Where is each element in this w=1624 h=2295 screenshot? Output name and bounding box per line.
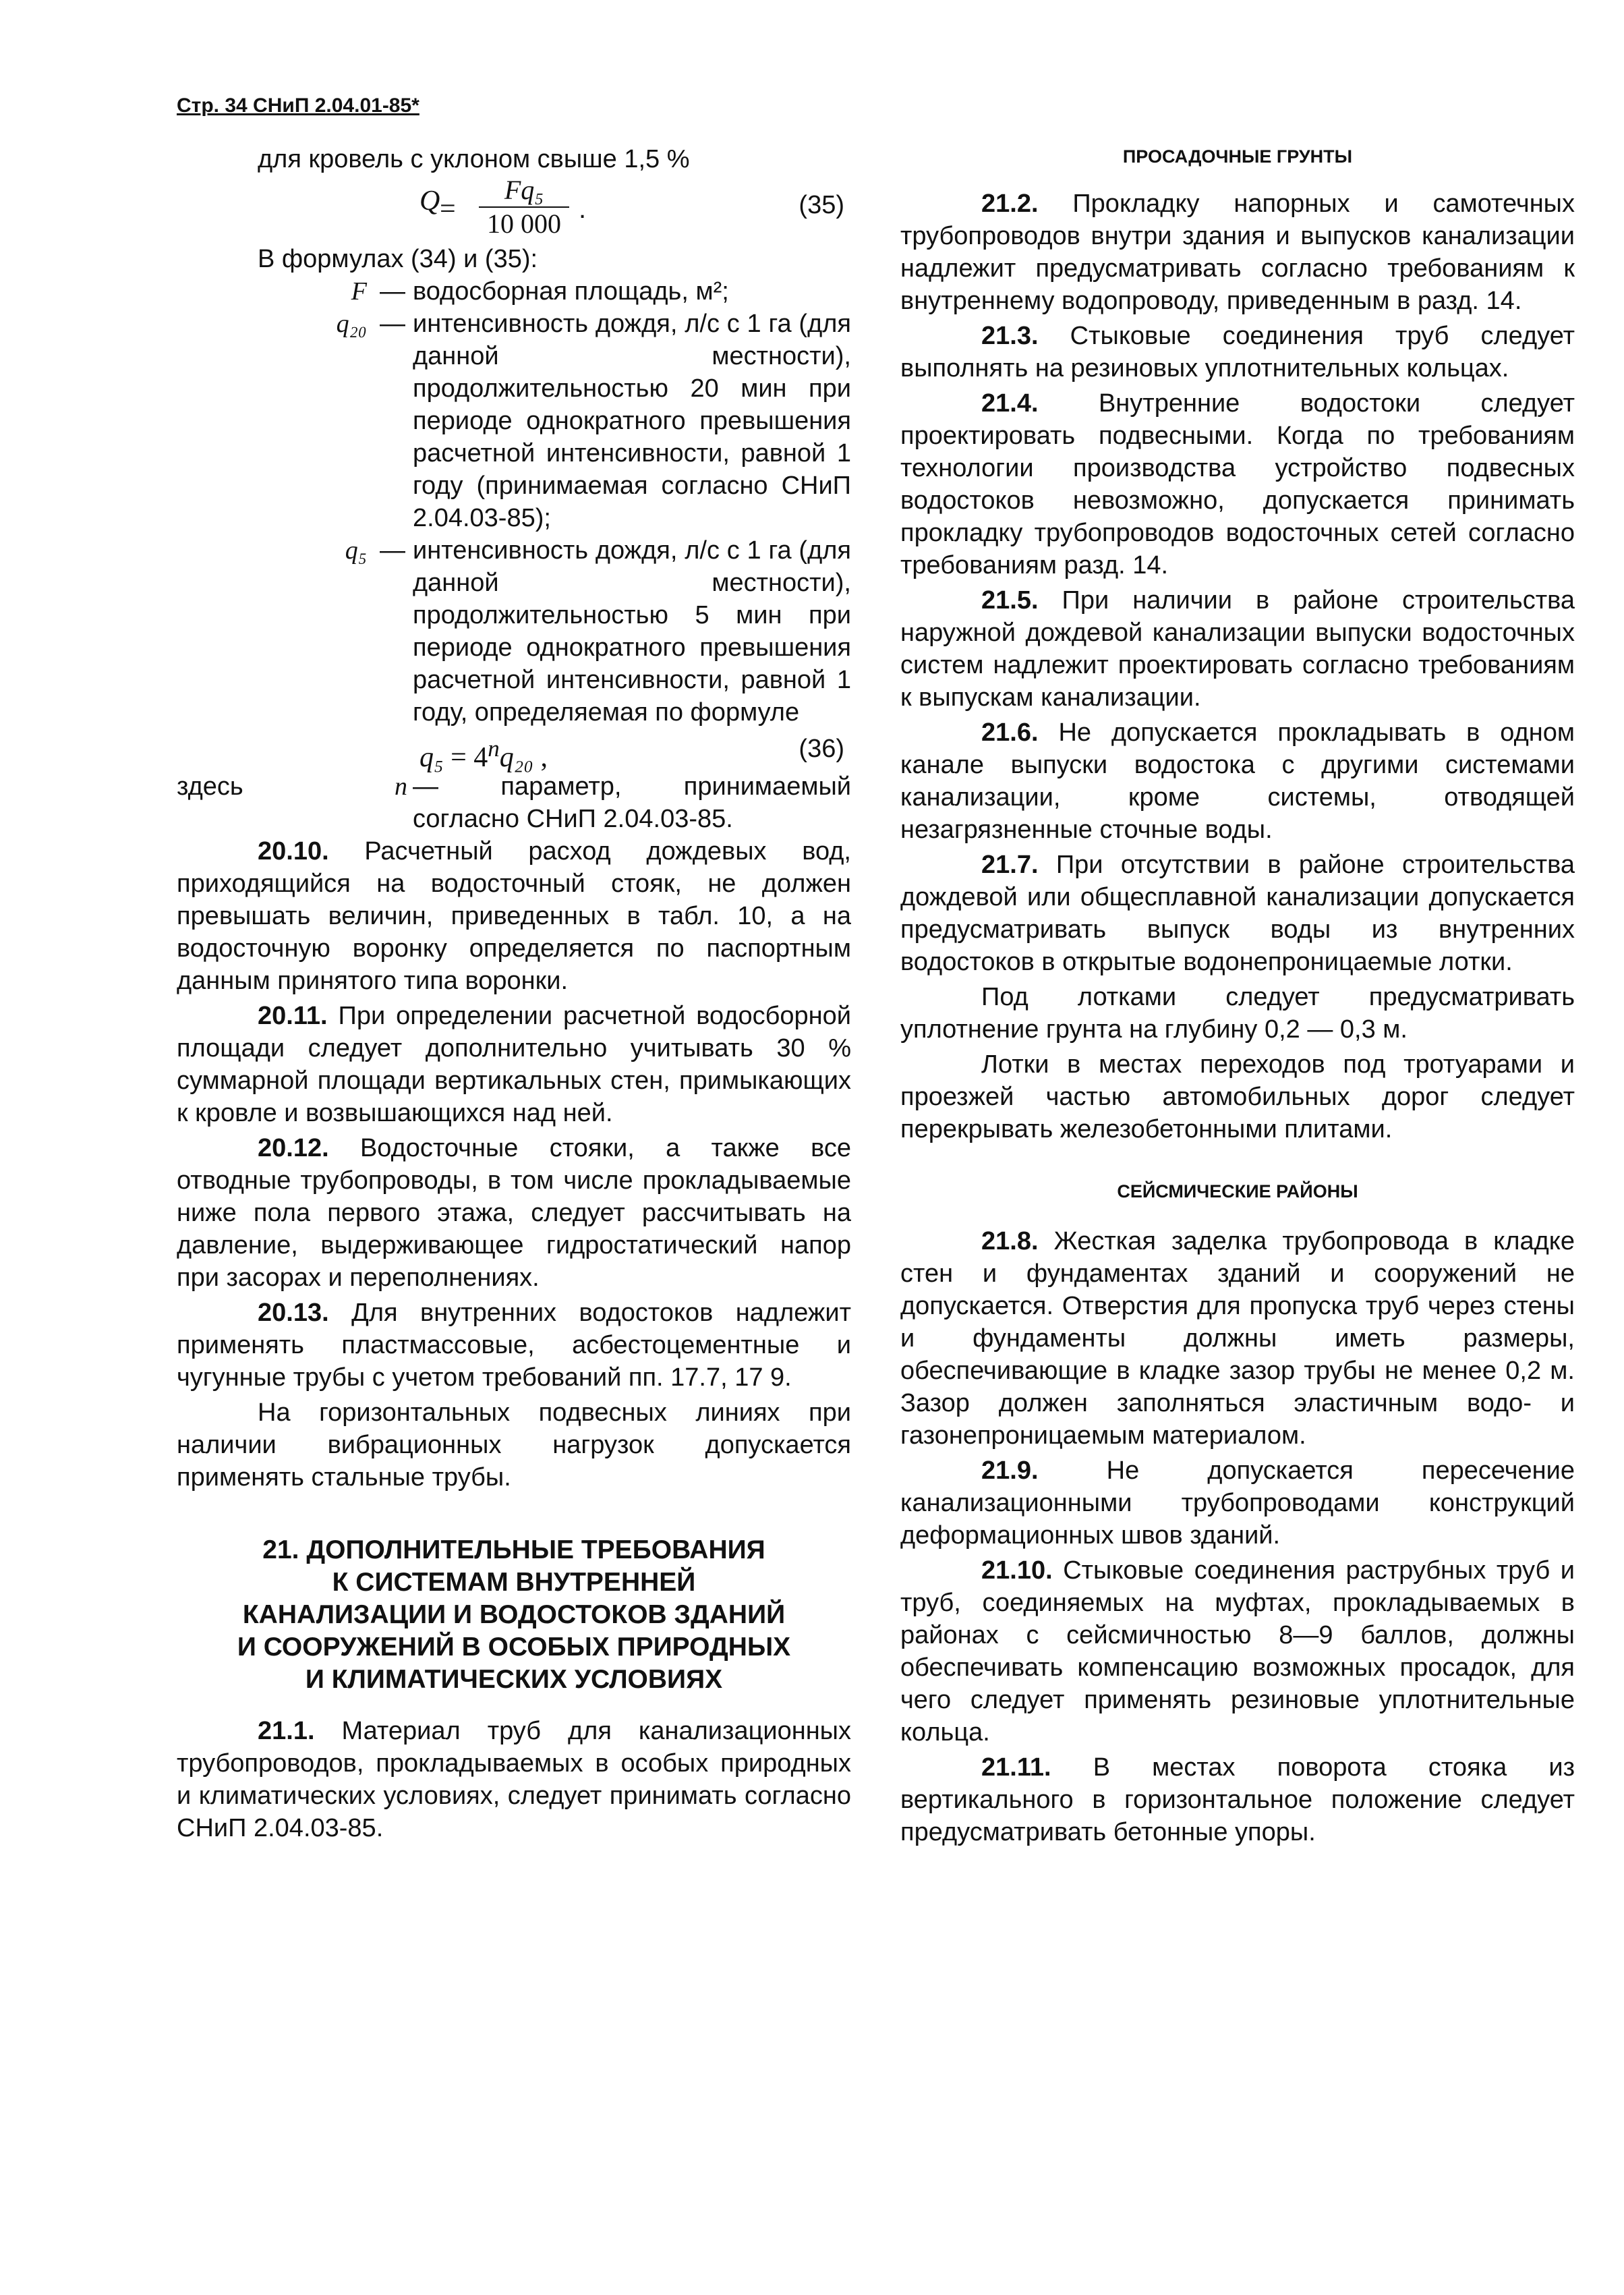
formula-36-tail: , (533, 742, 548, 773)
paragraph-21-2 (900, 188, 1575, 317)
def-symbol: q₂₀ (336, 310, 367, 338)
clause-text: При наличии в районе строительства наружной дождевой канализации выпуски водосточных систем надлежит проектировать согласно требованиям к выпускам канализации. (900, 586, 1575, 712)
section-title-line: И КЛИМАТИЧЕСКИХ УСЛОВИЯХ (305, 1665, 723, 1694)
paragraph-20-11 (177, 1000, 851, 1129)
clause-text: В местах поворота стояка из вертикального в горизонтальное положение следует предусматривать бетонные упоры. (900, 1753, 1575, 1846)
def-symbol-n: n (395, 772, 407, 801)
clause-text: Стыковые соединения труб следует выполнять на резиновых уплотнительных кольцах. (900, 322, 1575, 382)
formula-35 (177, 175, 851, 243)
paragraph-21-1 (177, 1715, 851, 1844)
paragraph-21-5 (900, 584, 1575, 714)
clause-text: Материал труб для канализационных трубопроводов, прокладываемых в особых природных и климатических условиях, следует принимать согласно СНиП 2.04.03-85. (177, 1717, 851, 1842)
paragraph-20-12 (177, 1132, 851, 1294)
paragraph-20-10 (177, 835, 851, 997)
def-text: интенсивность дождя, л/с с 1 га (для данной местности), продолжительностью 20 мин при периоде однократного превышения расчетной интенсивности, равной 1 году (принимаемая согласно СНиП 2.04.03-85); (413, 310, 851, 532)
clause-number: 21.2. (981, 190, 1039, 218)
clause-text: Для внутренних водостоков надлежит применять пластмассовые, асбестоцементные и чугунные трубы с учетом требований пп. 17.7, 17 9. (177, 1299, 851, 1392)
paragraph-21-3 (900, 320, 1575, 385)
paragraph-20-13 (177, 1297, 851, 1394)
page-header: Стр. 34 СНиП 2.04.01-85* (177, 94, 419, 117)
clause-number: 21.4. (981, 389, 1039, 418)
def-dash: — (380, 310, 405, 338)
definition-F (177, 275, 851, 308)
clause-text: На горизонтальных подвесных линиях при наличии вибрационных нагрузок допускается применять стальные трубы. (177, 1398, 851, 1492)
formula-36-expression (419, 733, 548, 774)
formula-35-number: (35) (799, 191, 844, 219)
section-21-title (177, 1534, 851, 1696)
clause-number: 21.10. (981, 1556, 1053, 1585)
subheading-subsiding-soils: ПРОСАДОЧНЫЕ ГРУНТЫ (1122, 146, 1353, 167)
clause-number: 20.12. (258, 1134, 329, 1162)
definition-n (177, 770, 851, 835)
clause-text: Водосточные стояки, а также все отводные трубопроводы, в том числе прокладываемые ниже пола первого этажа, следует рассчитывать на давление, выдерживающее гидростатический напор при засорах и переполнениях. (177, 1134, 851, 1292)
paragraph-trays-cover (900, 1048, 1575, 1145)
formula-36-q20: q₂₀ (499, 742, 533, 773)
def-text: интенсивность дождя, л/с с 1 га (для данной местности), продолжительностью 5 мин при периоде однократного превышения расчетной интенсивности, равной 1 году, определяемая по формуле (413, 536, 851, 727)
def-dash: — (413, 772, 438, 801)
subheading-seismic-areas: СЕЙСМИЧЕСКИЕ РАЙОНЫ (1117, 1181, 1358, 1201)
formula-36-number: (36) (799, 735, 844, 763)
paragraph-21-8 (900, 1225, 1575, 1452)
paragraph-21-10 (900, 1554, 1575, 1749)
clause-number: 21.6. (981, 718, 1039, 747)
paragraph-21-6 (900, 716, 1575, 846)
def-dash: — (380, 277, 405, 306)
formula-36 (177, 729, 851, 773)
here-label: здесь (177, 772, 243, 801)
clause-number: 21.3. (981, 322, 1039, 350)
clause-text: Расчетный расход дождевых вод, приходящийся на водосточный стояк, не должен превышать величин, приведенных в табл. 10, а на водосточную воронку определяется по паспортным данным принятого типа воронки. (177, 837, 851, 995)
clause-number: 20.13. (258, 1299, 329, 1327)
clause-number: 21.11. (981, 1753, 1051, 1782)
paragraph-soil-compaction (900, 981, 1575, 1046)
formulas-intro: В формулах (34) и (35): (258, 245, 538, 273)
clause-number: 21.7. (981, 851, 1039, 879)
paragraph-21-9 (900, 1454, 1575, 1552)
clause-number: 20.11. (258, 1002, 328, 1030)
clause-text: При отсутствии в районе строительства дождевой или общесплавной канализации допускается предусматривать выпуск воды из внутренних водостоков в открытые водонепроницаемые лотки. (900, 851, 1575, 976)
formula-35-denominator: 10 000 (487, 208, 561, 239)
def-symbol: F (351, 277, 367, 306)
def-dash: — (380, 536, 405, 565)
paragraph-21-7 (900, 849, 1575, 978)
formula-36-exponent: n (488, 735, 500, 762)
formula-36-q5: q₅ (419, 742, 444, 773)
paragraph-21-4 (900, 387, 1575, 582)
def-text: водосборная площадь, м²; (413, 277, 729, 306)
right-column (900, 143, 1575, 1851)
intro-text: для кровель с уклоном свыше 1,5 % (258, 145, 690, 173)
def-text-n: параметр, принимаемый согласно СНиП 2.04.03-85. (413, 772, 851, 833)
definition-q5 (177, 534, 851, 729)
section-title-line: К СИСТЕМАМ ВНУТРЕННЕЙ (332, 1568, 696, 1597)
section-title-line: И СООРУЖЕНИЙ В ОСОБЫХ ПРИРОДНЫХ (237, 1633, 791, 1662)
formula-36-eq: = 4 (443, 742, 488, 773)
def-symbol: q₅ (345, 536, 367, 565)
formula-35-eq: = (440, 194, 456, 225)
definition-q20 (177, 308, 851, 534)
fraction-bar (479, 206, 569, 208)
clause-number: 20.10. (258, 837, 329, 866)
clause-text: При определении расчетной водосборной площади следует дополнительно учитывать 30 % суммарной площади вертикальных стен, примыкающих к кровле и возвышающихся над ней. (177, 1002, 851, 1127)
clause-number: 21.1. (258, 1717, 315, 1745)
formula-35-fraction (473, 175, 575, 239)
clause-number: 21.9. (981, 1456, 1039, 1485)
section-title-line: КАНАЛИЗАЦИИ И ВОДОСТОКОВ ЗДАНИЙ (242, 1600, 786, 1629)
clause-text: Не допускается пересечение канализационными трубопроводами конструкций деформационных швов зданий. (900, 1456, 1575, 1550)
formula-35-tail: . (579, 194, 587, 224)
clause-text: Не допускается прокладывать в одном канале выпуски водостока с другими системами канализации, кроме системы, отводящей незагрязненные сточные воды. (900, 718, 1575, 844)
clause-number: 21.5. (981, 586, 1039, 615)
clause-text: Прокладку напорных и самотечных трубопроводов внутри здания и выпусков канализации надлежит предусматривать согласно требованиям к внутреннему водопроводу, приведенным в разд. 14. (900, 190, 1575, 315)
def-text (413, 770, 851, 835)
clause-text: Стыковые соединения раструбных труб и труб, соединяемых на муфтах, прокладываемых в районах с сейсмичностью 8—9 баллов, должны обеспечивать компенсацию возможных просадок, для чего следует применять резиновые уплотнительные кольца. (900, 1556, 1575, 1747)
clause-text: Внутренние водостоки следует проектировать подвесными. Когда по требованиям технологии производства устройство подвесных водостоков невозможно, допускается принимать прокладку трубопроводов водосточных сетей согласно требованиям разд. 14. (900, 389, 1575, 579)
formula-35-numerator: Fq₅ (504, 175, 544, 205)
clause-text: Жесткая заделка трубопровода в кладке стен и фундаментах зданий и сооружений не допускается. Отверстия для пропуска труб через стены и фундаменты должны иметь размеры, обеспечивающие в кладке зазор трубы не менее 0,2 м. Зазор должен заполняться эластичным водо- и газонепроницаемым материалом. (900, 1227, 1575, 1450)
clause-number: 21.8. (981, 1227, 1039, 1255)
paragraph-steel-pipes (177, 1396, 851, 1494)
paragraph-21-11 (900, 1751, 1575, 1848)
formula-35-lhs: Q (419, 186, 440, 217)
def-symbol (244, 770, 413, 835)
section-title-line: 21. ДОПОЛНИТЕЛЬНЫЕ ТРЕБОВАНИЯ (262, 1535, 765, 1564)
left-column (177, 143, 851, 1844)
clause-text: Под лотками следует предусматривать уплотнение грунта на глубину 0,2 — 0,3 м. (900, 983, 1575, 1044)
clause-text: Лотки в местах переходов под тротуарами и проезжей частью автомобильных дорог следует перекрывать железобетонными плитами. (900, 1050, 1575, 1143)
